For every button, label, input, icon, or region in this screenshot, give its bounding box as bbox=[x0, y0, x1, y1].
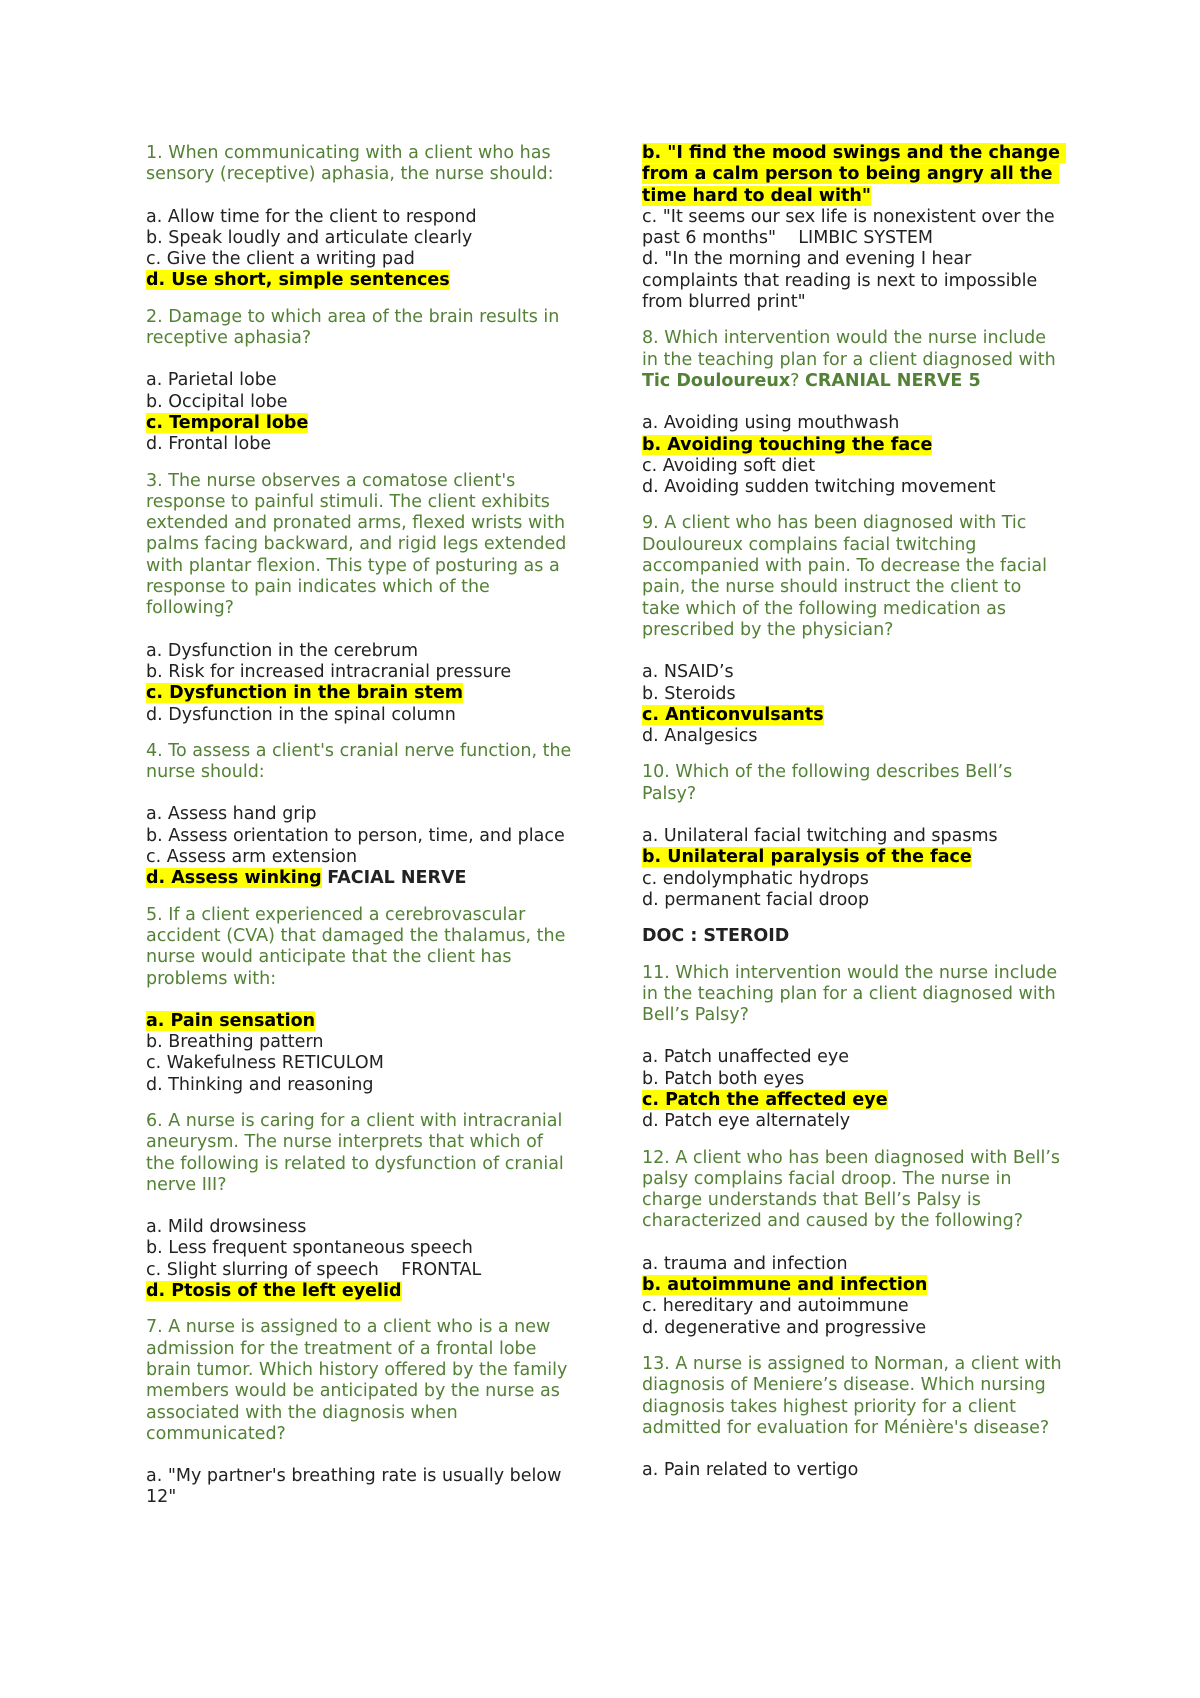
answer-option bbox=[146, 705, 576, 726]
question-block bbox=[146, 1111, 576, 1302]
answer-option bbox=[642, 1318, 1062, 1339]
correct-answer-option bbox=[146, 683, 576, 704]
answer-option bbox=[146, 1260, 576, 1281]
option-text: d. Analgesics bbox=[642, 726, 758, 747]
option-text: c. Wakefulness RETICULOM bbox=[146, 1053, 384, 1074]
answer-option bbox=[146, 804, 576, 825]
option-text: c. Avoiding soft diet bbox=[642, 455, 816, 476]
option-text: a. Patch unaffected eye bbox=[642, 1047, 850, 1068]
question-block bbox=[146, 143, 576, 292]
question-stem: 13. A nurse is assigned to Norman, a client with diagnosis of Meniere’s disease. Which nursing diagnosis takes highest priority for a client admitted for evaluation for Ménière's disease? bbox=[642, 1353, 1068, 1438]
options-list bbox=[642, 1460, 1062, 1481]
answer-option bbox=[146, 434, 576, 455]
question-block bbox=[642, 963, 1062, 1133]
option-text: c. endolymphatic hydrops bbox=[642, 868, 869, 889]
correct-answer-option bbox=[146, 1011, 576, 1032]
option-text: d. degenerative and progressive bbox=[642, 1317, 927, 1338]
option-text: b. Avoiding touching the face bbox=[642, 434, 933, 455]
option-text: c. "It seems our sex life is nonexistent over the past 6 months" LIMBIC SYSTEM bbox=[642, 206, 1061, 249]
option-text: a. Assess hand grip bbox=[146, 804, 317, 825]
doc-note: DOC : STEROID bbox=[642, 926, 790, 947]
option-text: d. Thinking and reasoning bbox=[146, 1074, 374, 1095]
questions-group-a bbox=[642, 513, 1062, 911]
question-block bbox=[146, 741, 576, 890]
answer-option bbox=[642, 1047, 1062, 1068]
option-text: a. Dysfunction in the cerebrum bbox=[146, 640, 419, 661]
answer-option bbox=[642, 1069, 1062, 1090]
option-text: b. Speak loudly and articulate clearly bbox=[146, 227, 473, 248]
answer-option bbox=[146, 228, 576, 249]
right-column bbox=[642, 143, 1068, 1496]
option-text: c. Patch the affected eye bbox=[642, 1089, 888, 1110]
answer-option bbox=[146, 1053, 576, 1074]
correct-answer-option bbox=[642, 705, 1062, 726]
stem-text: 8. Which intervention would the nurse include in the teaching plan for a client diagnosed with bbox=[642, 328, 1062, 370]
answer-option bbox=[146, 847, 576, 868]
answer-option bbox=[146, 1075, 576, 1096]
options-list bbox=[146, 1466, 576, 1509]
options-list bbox=[146, 641, 576, 726]
stem-text: ? bbox=[790, 370, 805, 391]
option-text: c. Slight slurring of speech FRONTAL bbox=[146, 1259, 482, 1280]
answer-option bbox=[146, 641, 576, 662]
option-text: a. trauma and infection bbox=[642, 1253, 848, 1274]
option-text: d. Dysfunction in the spinal column bbox=[146, 704, 456, 725]
answer-option bbox=[146, 392, 576, 413]
option-text: b. Patch both eyes bbox=[642, 1068, 805, 1089]
question-stem: 3. The nurse observes a comatose client's response to painful stimuli. The client exhibits extended and pronated arms, flexed wrists with palms facing backward, and rigid legs extended with plantar flexion. This type of posturing as a response to pain indicates which of the following? bbox=[146, 470, 572, 619]
answer-option bbox=[146, 1238, 576, 1259]
question-block bbox=[642, 1147, 1066, 1339]
question-stem: 6. A nurse is caring for a client with intracranial aneurysm. The nurse interprets that which of the following is related to dysfunction of cranial nerve III? bbox=[146, 1110, 570, 1195]
option-text: c. Dysfunction in the brain stem bbox=[146, 683, 464, 704]
options-list bbox=[146, 1011, 576, 1096]
option-text: b. "I find the mood swings and the change from a calm person to being angry all the time hard to deal with" bbox=[642, 143, 1067, 206]
question-stem: 12. A client who has been diagnosed with Bell’s palsy complains facial droop. The nurse in charge understands that Bell’s Palsy is characterized and caused by the following? bbox=[642, 1147, 1066, 1232]
question-stem: 10. Which of the following describes Bell’s Palsy? bbox=[642, 762, 1018, 804]
option-text: b. autoimmune and infection bbox=[642, 1275, 928, 1296]
options-list bbox=[642, 826, 1062, 911]
answer-option bbox=[146, 1217, 576, 1238]
question-stem: 9. A client who has been diagnosed with Tic Douloureux complains facial twitching accompanied with pain. To decrease the facial pain, the nurse should instruct the client to take which of the following medication as prescribed by the physician? bbox=[642, 513, 1053, 640]
question-block bbox=[146, 471, 576, 726]
question-block bbox=[642, 762, 1062, 911]
correct-answer-option bbox=[642, 847, 1062, 868]
answer-option bbox=[642, 684, 1062, 705]
options-list bbox=[642, 1047, 1062, 1132]
correct-answer-option bbox=[146, 270, 576, 291]
option-text: b. Risk for increased intracranial pressure bbox=[146, 661, 512, 682]
answer-option bbox=[642, 726, 1062, 747]
q7-continued-options bbox=[642, 143, 1067, 313]
correct-answer-option bbox=[642, 1275, 1062, 1296]
answer-option bbox=[642, 207, 1062, 250]
correct-answer-option bbox=[146, 868, 576, 889]
option-text: a. Avoiding using mouthwash bbox=[642, 413, 900, 434]
option-text: c. Temporal lobe bbox=[146, 412, 309, 433]
question-stem: 5. If a client experienced a cerebrovascular accident (CVA) that damaged the thalamus, the nurse would anticipate that the client has problems with: bbox=[146, 904, 571, 989]
option-text: b. Breathing pattern bbox=[146, 1032, 324, 1053]
answer-option bbox=[642, 869, 1062, 890]
answer-option bbox=[642, 662, 1062, 683]
stem-bold-text: CRANIAL NERVE 5 bbox=[805, 370, 981, 391]
option-text: d. Avoiding sudden twitching movement bbox=[642, 477, 996, 498]
question-block bbox=[146, 905, 576, 1096]
answer-option bbox=[146, 207, 576, 228]
options-list bbox=[642, 662, 1062, 747]
question-block bbox=[642, 513, 1062, 747]
option-text: a. Pain related to vertigo bbox=[642, 1460, 859, 1481]
option-text: b. Steroids bbox=[642, 683, 736, 704]
question-stem: 4. To assess a client's cranial nerve function, the nurse should: bbox=[146, 740, 577, 783]
option-text: a. NSAID’s bbox=[642, 662, 734, 683]
options-list bbox=[642, 1254, 1062, 1339]
option-text: a. Allow time for the client to respond bbox=[146, 206, 477, 227]
correct-answer-option bbox=[642, 435, 1062, 456]
option-text: d. Use short, simple sentences bbox=[146, 270, 450, 291]
option-text: d. Ptosis of the left eyelid bbox=[146, 1281, 402, 1302]
option-text: c. Anticonvulsants bbox=[642, 704, 824, 725]
options-list bbox=[146, 804, 576, 889]
option-text: a. Mild drowsiness bbox=[146, 1217, 307, 1238]
questions-group-b bbox=[642, 962, 1068, 1482]
option-text: a. Unilateral facial twitching and spasms bbox=[642, 826, 998, 847]
answer-option bbox=[146, 1032, 576, 1053]
option-text: d. Frontal lobe bbox=[146, 434, 272, 455]
answer-option bbox=[642, 1460, 1062, 1481]
correct-answer-option bbox=[642, 143, 1067, 207]
answer-option bbox=[642, 1296, 1062, 1317]
answer-option bbox=[146, 249, 576, 270]
question-block bbox=[146, 307, 576, 456]
option-text: b. Unilateral paralysis of the face bbox=[642, 847, 972, 868]
option-text: a. Pain sensation bbox=[146, 1010, 316, 1031]
question-stem bbox=[642, 328, 1062, 392]
options-list bbox=[146, 1217, 576, 1302]
answer-option bbox=[642, 1254, 1062, 1275]
option-text: d. permanent facial droop bbox=[642, 889, 870, 910]
stem-bold-text: Tic Douloureux bbox=[642, 370, 791, 391]
option-text: d. Patch eye alternately bbox=[642, 1111, 851, 1132]
answer-option bbox=[642, 826, 1062, 847]
option-text: d. Assess winking bbox=[146, 868, 322, 889]
answer-option bbox=[146, 662, 576, 683]
option-text: c. Assess arm extension bbox=[146, 847, 358, 868]
answer-option bbox=[642, 1111, 1062, 1132]
correct-answer-option bbox=[642, 1090, 1062, 1111]
question-stem: 11. Which intervention would the nurse include in the teaching plan for a client diagnosed with Bell’s Palsy? bbox=[642, 962, 1063, 1026]
option-text: b. Occipital lobe bbox=[146, 391, 288, 412]
option-note: FACIAL NERVE bbox=[327, 868, 467, 889]
option-text: c. hereditary and autoimmune bbox=[642, 1296, 909, 1317]
question-stem: 2. Damage to which area of the brain results in receptive aphasia? bbox=[146, 306, 565, 349]
answer-option bbox=[146, 1466, 576, 1509]
answer-option bbox=[146, 826, 576, 847]
option-text: c. Give the client a writing pad bbox=[146, 249, 415, 270]
question-block bbox=[146, 1317, 576, 1508]
question-stem: 7. A nurse is assigned to a client who is a new admission for the treatment of a frontal lobe brain tumor. Which history offered by the family members would be anticipated by the nurse as associated with the diagnosis when communicated? bbox=[146, 1317, 573, 1444]
correct-answer-option bbox=[146, 413, 576, 434]
left-column bbox=[146, 143, 576, 1524]
answer-option bbox=[642, 890, 1062, 911]
answer-option bbox=[642, 456, 1062, 477]
options-list bbox=[146, 370, 576, 455]
option-text: d. "In the morning and evening I hear complaints that reading is next to impossible from blurred print" bbox=[642, 249, 1043, 313]
answer-option bbox=[642, 249, 1062, 313]
option-text: a. "My partner's breathing rate is usually below 12" bbox=[146, 1466, 567, 1508]
option-text: b. Less frequent spontaneous speech bbox=[146, 1238, 473, 1259]
option-text: b. Assess orientation to person, time, and place bbox=[146, 825, 565, 846]
options-list bbox=[642, 413, 1062, 498]
options-list bbox=[146, 207, 576, 292]
answer-option bbox=[642, 477, 1062, 498]
option-text: a. Parietal lobe bbox=[146, 370, 277, 391]
question-8 bbox=[642, 328, 1062, 498]
correct-answer-option bbox=[146, 1281, 576, 1302]
question-block bbox=[642, 1353, 1068, 1481]
answer-option bbox=[146, 370, 576, 391]
answer-option bbox=[642, 413, 1062, 434]
question-stem: 1. When communicating with a client who has sensory (receptive) aphasia, the nurse should: bbox=[146, 143, 557, 185]
